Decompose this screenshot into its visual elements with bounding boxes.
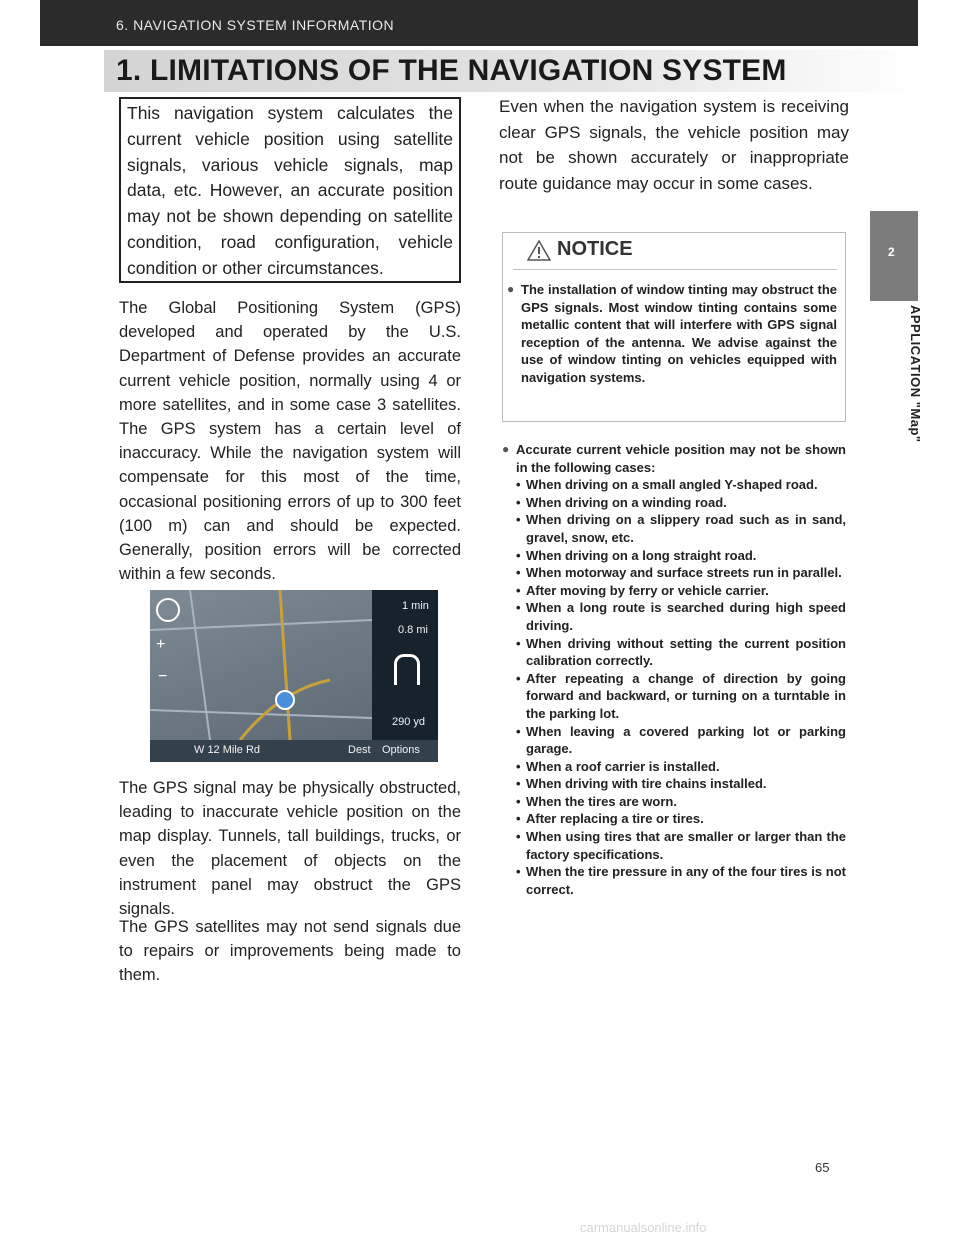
list-item: • When a long route is searched during high speed driving. — [516, 600, 846, 633]
notice-divider — [513, 269, 837, 270]
bullet-icon: ● — [507, 282, 515, 296]
options-button[interactable]: Options — [382, 744, 420, 756]
list-item: • When using tires that are smaller or larger than the factory specifications. — [516, 829, 846, 862]
list-item: • When the tires are worn. — [516, 793, 677, 809]
chapter-label: APPLICATION "Map" — [908, 305, 923, 443]
page-title-bar — [104, 50, 918, 92]
notice-header — [503, 233, 845, 267]
cases-intro: Accurate current vehicle position may not be shown in the following cases: — [516, 442, 846, 475]
list-item: • When driving on a small angled Y-shaped road. — [516, 477, 818, 493]
list-item: • When motorway and surface streets run in parallel. — [516, 565, 842, 581]
list-item: • When driving on a winding road. — [516, 494, 727, 510]
list-item: • When driving without setting the current position calibration correctly. — [516, 635, 846, 669]
list-item: • After moving by ferry or vehicle carrier. — [516, 582, 769, 598]
page-title: 1. LIMITATIONS OF THE NAVIGATION SYSTEM — [116, 54, 787, 87]
list-item: • After replacing a tire or tires. — [516, 811, 704, 827]
list-item: • When leaving a covered parking lot or parking garage. — [516, 723, 846, 757]
map-area — [150, 590, 372, 740]
right-intro: Even when the navigation system is receiving clear GPS signals, the vehicle position may not be shown accurately or inappropriate route guidance may occur in some cases. — [499, 97, 849, 193]
intro-text: This navigation system calculates the current vehicle position using satellite signals, various vehicle signals, map data, etc. However, an accurate position may not be shown depending on satellite condition, road configuration, vehicle condition or other circumstances. — [127, 103, 453, 278]
nav-status-bar — [150, 740, 438, 762]
list-item: • After repeating a change of direction by going forward and backward, or turning on a turntable in the parking lot. — [516, 670, 846, 721]
cases-list — [502, 441, 846, 898]
guidance-distance: 0.8 mi — [398, 624, 428, 636]
chapter-number: 2 — [888, 245, 895, 259]
list-item: • When driving on a long straight road. — [516, 547, 757, 563]
guidance-panel — [372, 590, 438, 740]
section-header-bar — [40, 0, 918, 46]
current-street: W 12 Mile Rd — [194, 744, 261, 756]
satellite-paragraph: The GPS satellites may not send signals due to repairs or improvements being made to them. — [119, 918, 461, 985]
intro-box — [119, 97, 461, 283]
watermark: carmanualsonline.info — [580, 1220, 707, 1235]
navigation-screenshot — [150, 590, 438, 762]
map-roads — [150, 590, 372, 740]
notice-box — [502, 232, 846, 422]
zoom-out-icon[interactable]: − — [158, 668, 168, 685]
list-item: • When the tire pressure in any of the four tires is not correct. — [516, 864, 846, 897]
zoom-in-icon[interactable]: + — [156, 636, 166, 653]
next-turn-distance: 290 yd — [392, 716, 426, 728]
notice-title: NOTICE — [557, 238, 633, 260]
compass-icon[interactable] — [156, 598, 180, 622]
list-item: • When driving on a slippery road such as in sand, gravel, snow, etc. — [516, 512, 846, 545]
list-item: • When a roof carrier is installed. — [516, 758, 720, 774]
gps-paragraph: The Global Positioning System (GPS) developed and operated by the U.S. Department of Defense provides an accurate current vehicle position, normally using 4 or more satellites, and in some case 3 satellites. The GPS system has a certain level of inaccuracy. While the navigation system will compensate for this most of the time, occasional positioning errors of up to 300 feet (100 m) can and should be expected. Generally, position errors will be corrected within a few seconds. — [119, 299, 461, 584]
warning-icon — [527, 239, 551, 261]
guidance-time: 1 min — [402, 600, 429, 612]
notice-text: The installation of window tinting may obstruct the GPS signals. Most window tinting contains some metallic content that will interfere with GPS signal reception of the antenna. We advise against the use of window tinting on vehicles equipped with navigation systems. — [521, 282, 837, 385]
section-header-text: 6. NAVIGATION SYSTEM INFORMATION — [116, 17, 395, 33]
bullet-icon: ● — [502, 442, 510, 456]
turn-arrow-icon — [394, 654, 420, 685]
page-number: 65 — [815, 1160, 830, 1175]
list-item: • When driving with tire chains installed. — [516, 776, 767, 792]
dest-button[interactable]: Dest — [348, 744, 371, 756]
notice-body — [507, 281, 837, 387]
chapter-tab — [870, 211, 918, 301]
obstruction-paragraph: The GPS signal may be physically obstructed, leading to inaccurate vehicle position on the map display. Tunnels, tall buildings, trucks, or even the placement of objects on the instrument panel may obstruct the GPS signals. — [119, 779, 461, 919]
